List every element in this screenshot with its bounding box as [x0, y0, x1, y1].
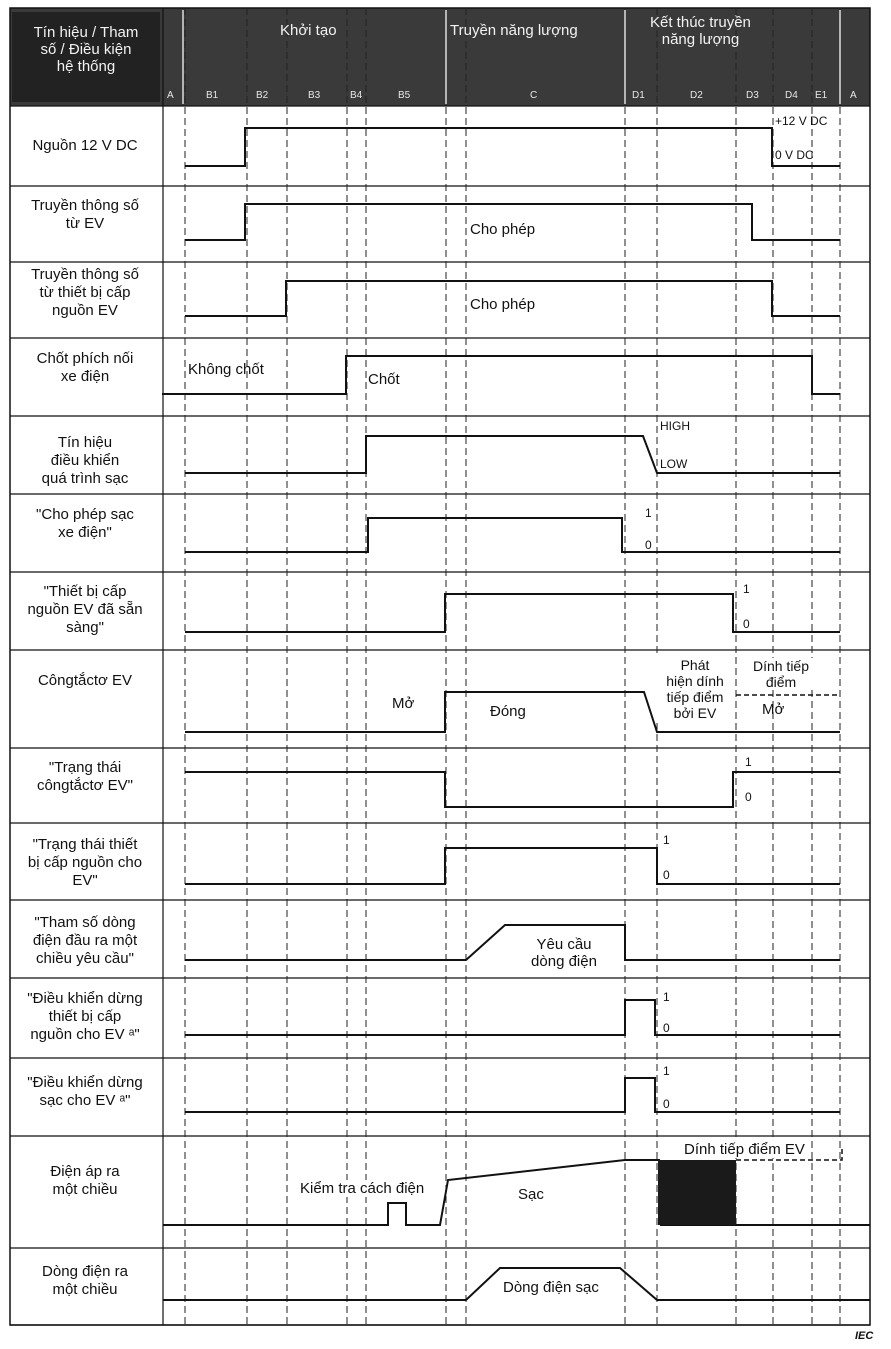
state-latch-off: Không chốt [188, 361, 264, 378]
evse-stop-one: 1 [663, 990, 670, 1004]
contactor-status-zero: 0 [745, 790, 752, 804]
row-label-contactor-status: "Trạng thái côngtắctơ EV" [36, 759, 134, 794]
phase-end-label: Kết thúc truyền năng lượng [650, 14, 751, 48]
tick-a-start: A [167, 90, 174, 101]
evse-stop-zero: 0 [663, 1021, 670, 1035]
row-label-evse-ready: "Thiết bị cấp nguồn EV đã sẵn sàng" [27, 583, 143, 636]
row-label-dc-current: Dòng điện ra một chiều [42, 1263, 128, 1298]
note-0v: 0 V DC [775, 148, 814, 162]
tick-b4: B4 [350, 90, 363, 101]
charging-label: Sạc [518, 1186, 544, 1203]
evse-ready-one: 1 [743, 582, 750, 596]
row-label-dc-voltage: Điện áp ra một chiều [50, 1163, 120, 1198]
row-label-ev-stop: "Điều khiển dừng sạc cho EV ᵃ" [27, 1074, 143, 1109]
level-high: HIGH [660, 419, 690, 433]
tick-a-end: A [850, 90, 857, 101]
phase-transfer-label: Truyền năng lượng [450, 22, 578, 39]
phase-init-label: Khởi tạo [280, 22, 337, 39]
contactor-status-one: 1 [745, 755, 752, 769]
row-label-evse-status: "Trạng thái thiết bị cấp nguồn cho EV" [27, 836, 143, 889]
current-request-state: Yêu cầu dòng điện [531, 936, 597, 970]
tick-b3: B3 [308, 90, 321, 101]
ev-permit-zero: 0 [645, 538, 652, 552]
state-comm-evse: Cho phép [470, 296, 536, 313]
waveform-current-request [185, 925, 840, 960]
welded-voltage-block [658, 1160, 736, 1225]
tick-d3: D3 [746, 90, 759, 101]
ev-stop-zero: 0 [663, 1097, 670, 1111]
waveform-ctrl-signal [185, 436, 840, 473]
waveform-evse-status [185, 848, 840, 884]
level-low: LOW [660, 457, 688, 471]
note-12v: +12 V DC [775, 114, 828, 128]
evse-ready-zero: 0 [743, 617, 750, 631]
row-label-current-req: "Tham số dòng điện đầu ra một chiều yêu cầu" [32, 914, 138, 967]
tick-e1: E1 [815, 90, 828, 101]
waveform-contactor-status [185, 772, 840, 807]
row-label-ev-contactor: Côngtắctơ EV [37, 672, 133, 689]
iec-mark: IEC [855, 1330, 874, 1342]
waveform-ev-stop [185, 1078, 840, 1112]
charging-current-label: Dòng điện sạc [500, 1279, 602, 1296]
contactor-welding-detect: Phát hiện dính tiếp điểm bởi EV [656, 657, 734, 721]
ev-stop-one: 1 [663, 1064, 670, 1078]
tick-b2: B2 [256, 90, 269, 101]
tick-d1: D1 [632, 90, 645, 101]
row-label-ev-permit: "Cho phép sạc xe điện" [36, 506, 134, 541]
waveform-evse-stop [185, 1000, 840, 1035]
row-label-ctrl-signal: Tín hiệu điều khiển quá trình sạc [41, 434, 129, 487]
row-label-comm-evse: Truyền thông số từ thiết bị cấp nguồn EV [31, 266, 139, 319]
tick-d4: D4 [785, 90, 798, 101]
tick-c: C [530, 90, 538, 101]
contactor-welded: Dính tiếp điểm [738, 658, 824, 690]
header-corner: Tín hiệu / Tham số / Điều kiện hệ thống [33, 24, 139, 75]
welded-voltage-label: Dính tiếp điểm EV [684, 1141, 805, 1158]
evse-status-zero: 0 [663, 868, 670, 882]
waveform-ev-permit [185, 518, 840, 552]
tick-b5: B5 [398, 90, 411, 101]
evse-status-one: 1 [663, 833, 670, 847]
contactor-open-2: Mở [762, 701, 785, 718]
waveform-power12v [185, 128, 840, 166]
row-label-evse-stop: "Điều khiển dừng thiết bị cấp nguồn cho EV ᵃ" [27, 990, 143, 1043]
contactor-open: Mở [392, 695, 415, 712]
tick-d2: D2 [690, 90, 703, 101]
state-comm-ev: Cho phép [470, 221, 536, 238]
row-label-comm-ev: Truyền thông số từ EV [31, 197, 139, 232]
row-label-power12v: Nguồn 12 V DC [32, 137, 138, 154]
row-label-latch: Chốt phích nối xe điện [36, 350, 134, 385]
ev-permit-one: 1 [645, 506, 652, 520]
waveform-ev-contactor [185, 692, 736, 732]
tick-b1: B1 [206, 90, 219, 101]
contactor-closed: Đóng [490, 703, 526, 720]
waveform-evse-ready [185, 594, 840, 632]
insulation-check-label: Kiểm tra cách điện [300, 1180, 425, 1197]
state-latch-on: Chốt [368, 371, 400, 388]
